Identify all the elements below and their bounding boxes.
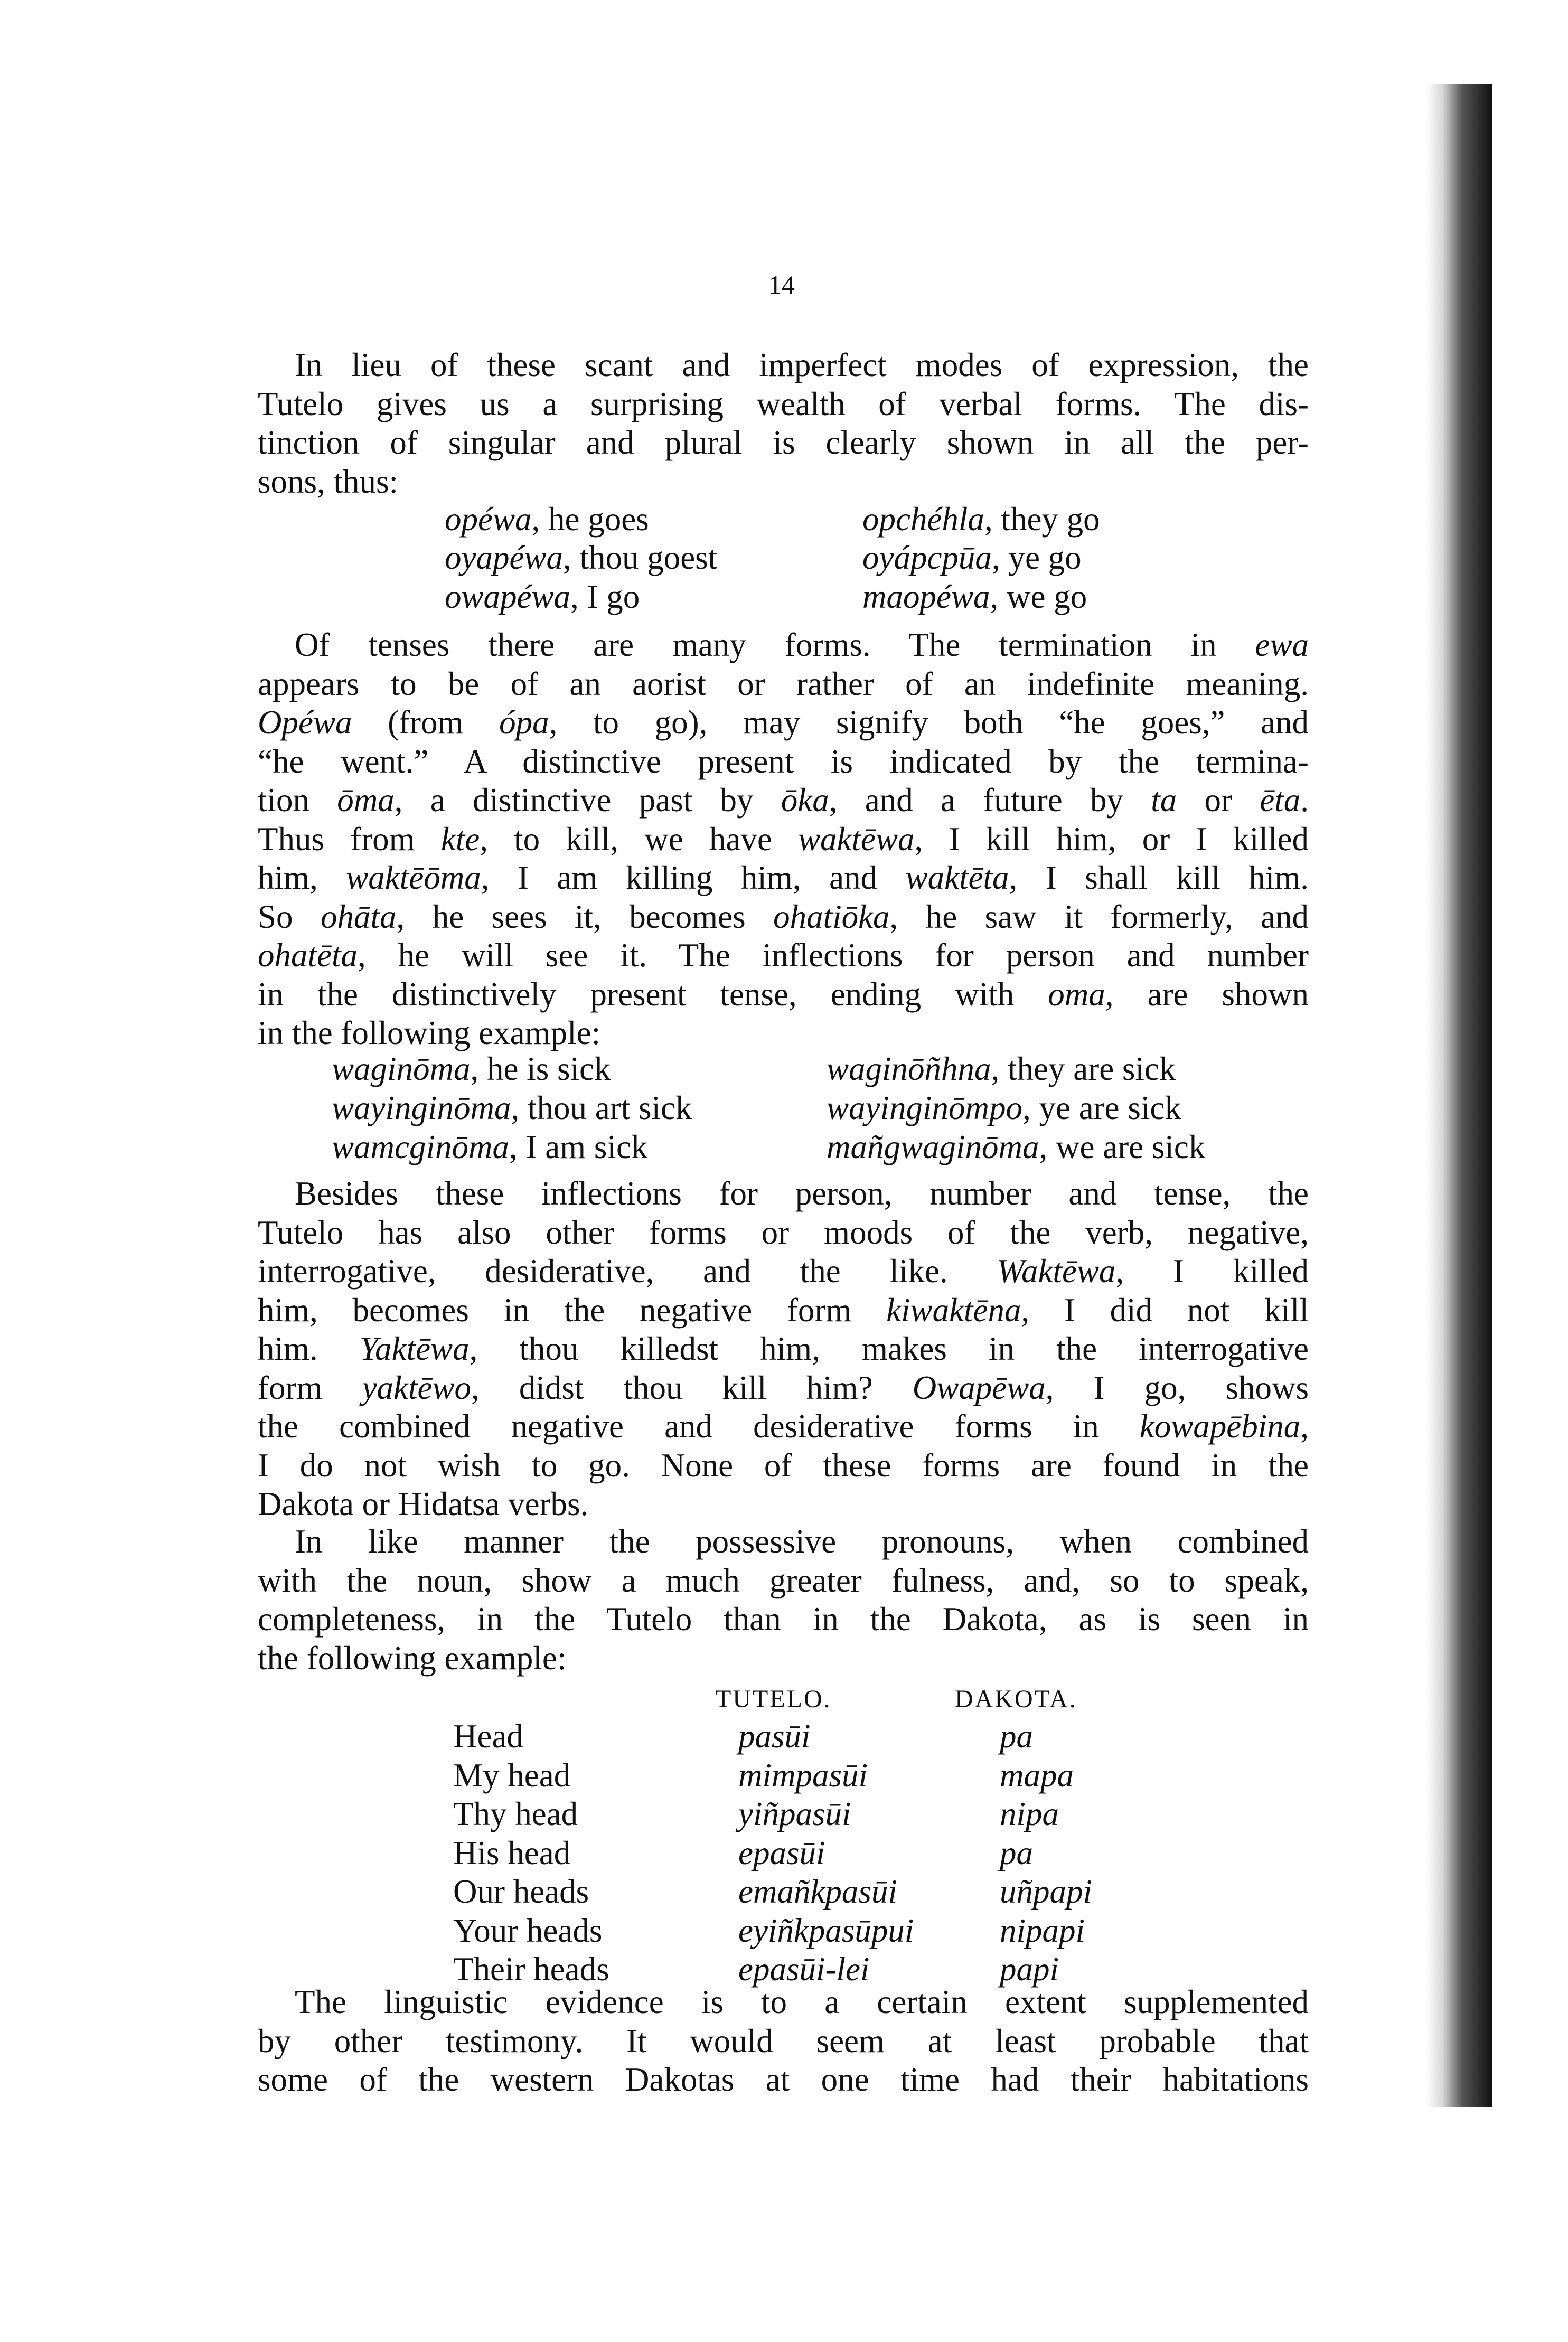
- cell-dakota: mapa: [1000, 1756, 1074, 1794]
- italic-term: waktēta: [905, 859, 1009, 896]
- tutelo-form: opéwa: [445, 501, 532, 538]
- paragraph-evidence: [258, 1983, 1309, 2100]
- example-left: [445, 578, 640, 617]
- cell-english: His head: [453, 1834, 571, 1871]
- text-line: [258, 781, 1309, 820]
- text: him,: [258, 859, 346, 896]
- gloss: , they go: [984, 501, 1100, 538]
- tutelo-form: wayinginōmpo: [827, 1089, 1022, 1126]
- text-line: [258, 898, 1309, 937]
- text-line: by other testimony. It would seem at least probable that: [258, 2022, 1309, 2059]
- example-right: [827, 1128, 1205, 1167]
- cell-tutelo: pasūi: [738, 1718, 811, 1755]
- text-line: [258, 820, 1309, 859]
- italic-term: Waktēwa: [997, 1253, 1116, 1290]
- italic-term: waktēwa: [798, 820, 915, 858]
- tutelo-form: opchéhla: [862, 501, 984, 538]
- italic-term: yaktēwo: [362, 1369, 471, 1406]
- text-line: in the following example:: [258, 1014, 601, 1051]
- text-line: [258, 1407, 1309, 1446]
- gloss: , ye go: [991, 539, 1082, 576]
- gloss: , ye are sick: [1022, 1089, 1181, 1126]
- text: him.: [258, 1330, 360, 1367]
- text-line: the following example:: [258, 1639, 567, 1677]
- text-line: [258, 1369, 1309, 1408]
- example-right: [827, 1089, 1181, 1128]
- text: So: [258, 898, 321, 935]
- text-line: “he went.” A distinctive present is indicated by the termina-: [258, 742, 1309, 780]
- text-line: completeness, in the Tutelo than in the Dakota, as is seen in: [258, 1601, 1309, 1638]
- example-right: [862, 539, 1082, 578]
- text: .: [1300, 782, 1309, 819]
- paragraph-tenses: [258, 626, 1309, 1053]
- italic-term: kiwaktēna: [886, 1291, 1021, 1329]
- text-line: [258, 626, 1309, 665]
- column-header-dakota: DAKOTA.: [955, 1685, 1077, 1713]
- text: , I shall kill him.: [1009, 859, 1309, 896]
- text: , I did not kill: [1021, 1291, 1309, 1329]
- cell-tutelo: eyiñkpasūpui: [738, 1912, 914, 1949]
- cell-dakota: pa: [1000, 1718, 1033, 1755]
- text-line: Besides these inflections for person, number and tense, the: [295, 1175, 1309, 1212]
- italic-term: ōma: [337, 782, 395, 819]
- text-line: In like manner the possessive pronouns, when combined: [295, 1523, 1309, 1560]
- italic-term: kowapēbina: [1139, 1408, 1301, 1445]
- text-line: [258, 1330, 1309, 1369]
- text: tion: [258, 782, 337, 819]
- gloss: , thou goest: [562, 539, 718, 576]
- italic-term: Owapēwa: [912, 1369, 1046, 1406]
- cell-dakota: nipapi: [1000, 1912, 1085, 1949]
- italic-term: kte: [440, 820, 480, 858]
- text: , a distinctive past by: [394, 782, 781, 819]
- text: the combined negative and desiderative forms in: [258, 1408, 1140, 1445]
- page-number: 14: [768, 270, 795, 299]
- text: , I am killing him, and: [481, 859, 906, 896]
- text: , I go, shows: [1045, 1369, 1309, 1406]
- text: , thou killedst him, makes in the interrogative: [469, 1330, 1309, 1367]
- text-line: Tutelo gives us a surprising wealth of verbal forms. The dis-: [258, 385, 1309, 422]
- tutelo-form: wayinginōma: [332, 1089, 511, 1126]
- cell-tutelo: yiñpasūi: [738, 1795, 851, 1832]
- cell-english: Head: [453, 1718, 523, 1755]
- cell-english: Your heads: [453, 1912, 603, 1949]
- example-right: [862, 578, 1087, 617]
- italic-term: oma: [1048, 975, 1105, 1013]
- paragraph-possessive: [258, 1522, 1309, 1678]
- example-right: [862, 500, 1100, 539]
- text: , and a future by: [829, 782, 1151, 819]
- example-left: [445, 500, 649, 539]
- tutelo-form: wamcginōma: [332, 1128, 509, 1165]
- italic-term: ohatiōka: [773, 898, 890, 935]
- cell-dakota: nipa: [1000, 1795, 1059, 1832]
- example-right: [827, 1050, 1176, 1089]
- cell-english: Their heads: [453, 1951, 609, 1988]
- text: , he sees it, becomes: [396, 898, 774, 935]
- tutelo-form: oyapéwa: [445, 539, 563, 576]
- gloss: , thou art sick: [511, 1089, 692, 1126]
- gloss: , I go: [570, 578, 640, 615]
- gloss: , I am sick: [509, 1128, 648, 1165]
- cell-english: My head: [453, 1756, 571, 1794]
- example-left: [332, 1050, 611, 1089]
- italic-term: ohatēta: [258, 937, 358, 974]
- text: , to kill, we have: [480, 820, 799, 858]
- tutelo-form: oyápcpūa: [862, 539, 992, 576]
- tutelo-form: waginōñhna: [827, 1050, 991, 1087]
- text: , I kill him, or I killed: [914, 820, 1309, 858]
- text-line: [258, 936, 1309, 975]
- italic-term: ewa: [1255, 626, 1309, 663]
- cell-tutelo: mimpasūi: [738, 1756, 868, 1794]
- tutelo-form: owapéwa: [445, 578, 571, 615]
- gloss: , he goes: [531, 501, 649, 538]
- gloss: , they are sick: [991, 1050, 1176, 1087]
- italic-term: ta: [1151, 782, 1177, 819]
- text-line: [258, 975, 1309, 1014]
- text: , he saw it formerly, and: [889, 898, 1309, 935]
- text-line: [258, 1252, 1309, 1291]
- tutelo-form: maopéwa: [862, 578, 990, 615]
- italic-term: ōka: [781, 782, 829, 819]
- text: , I killed: [1115, 1253, 1309, 1290]
- text-line: some of the western Dakotas at one time had their habitations: [258, 2061, 1309, 2098]
- gloss: , we go: [990, 578, 1087, 615]
- text-line: sons, thus:: [258, 463, 399, 500]
- text: , he will see it. The inflections for person and number: [357, 937, 1309, 974]
- text: ,: [1300, 1408, 1309, 1445]
- cell-dakota: papi: [1000, 1951, 1059, 1988]
- italic-term: ohāta: [320, 898, 397, 935]
- italic-term: Yaktēwa: [359, 1330, 470, 1367]
- text: form: [258, 1369, 362, 1406]
- scanned-page-edge: [1426, 84, 1492, 2107]
- text-line: In lieu of these scant and imperfect modes of expression, the: [295, 346, 1309, 383]
- gloss: , we are sick: [1039, 1128, 1206, 1165]
- text: , didst thou kill him?: [471, 1369, 913, 1406]
- italic-term: Opéwa: [258, 704, 352, 741]
- cell-english: Our heads: [453, 1873, 589, 1910]
- italic-term: ópa: [499, 704, 549, 741]
- text: in the distinctively present tense, ending with: [258, 975, 1048, 1013]
- tutelo-form: mañgwaginōma: [827, 1128, 1039, 1165]
- text: him, becomes in the negative form: [258, 1291, 887, 1329]
- text-line: [258, 703, 1309, 742]
- text: interrogative, desiderative, and the like.: [258, 1253, 997, 1290]
- text: Thus from: [258, 820, 441, 858]
- example-left: [445, 539, 717, 578]
- text-line: I do not wish to go. None of these forms are found in the: [258, 1446, 1309, 1484]
- text: (from: [352, 704, 500, 741]
- text-line: [258, 1291, 1309, 1330]
- tutelo-form: waginōma: [332, 1050, 471, 1087]
- text-line: Dakota or Hidatsa verbs.: [258, 1485, 589, 1522]
- cell-tutelo: emañkpasūi: [738, 1873, 897, 1910]
- text-line: with the noun, show a much greater fulness, and, so to speak,: [258, 1562, 1309, 1599]
- text-line: Tutelo has also other forms or moods of the verb, negative,: [258, 1214, 1309, 1251]
- text-line: tinction of singular and plural is clearly shown in all the per-: [258, 424, 1309, 461]
- example-left: [332, 1128, 647, 1167]
- cell-tutelo: epasūi-lei: [738, 1951, 870, 1988]
- text: , are shown: [1105, 975, 1309, 1013]
- italic-term: ēta: [1260, 782, 1301, 819]
- text: , to go), may signify both “he goes,” and: [549, 704, 1309, 741]
- column-header-tutelo: TUTELO.: [716, 1685, 832, 1713]
- gloss: , he is sick: [470, 1050, 611, 1087]
- text: or: [1177, 782, 1260, 819]
- cell-dakota: uñpapi: [1000, 1873, 1093, 1910]
- text: Of tenses there are many forms. The termination in: [295, 626, 1255, 663]
- text-line: The linguistic evidence is to a certain extent supplemented: [295, 1983, 1309, 2020]
- text-line: [258, 859, 1309, 898]
- cell-tutelo: epasūi: [738, 1834, 825, 1871]
- cell-dakota: pa: [1000, 1834, 1033, 1871]
- example-left: [332, 1089, 692, 1128]
- paragraph-moods: [258, 1174, 1309, 1524]
- italic-term: waktēōma: [346, 859, 481, 896]
- paragraph-intro: [258, 346, 1309, 501]
- cell-english: Thy head: [453, 1795, 578, 1832]
- text-line: appears to be of an aorist or rather of an indefinite meaning.: [258, 665, 1309, 702]
